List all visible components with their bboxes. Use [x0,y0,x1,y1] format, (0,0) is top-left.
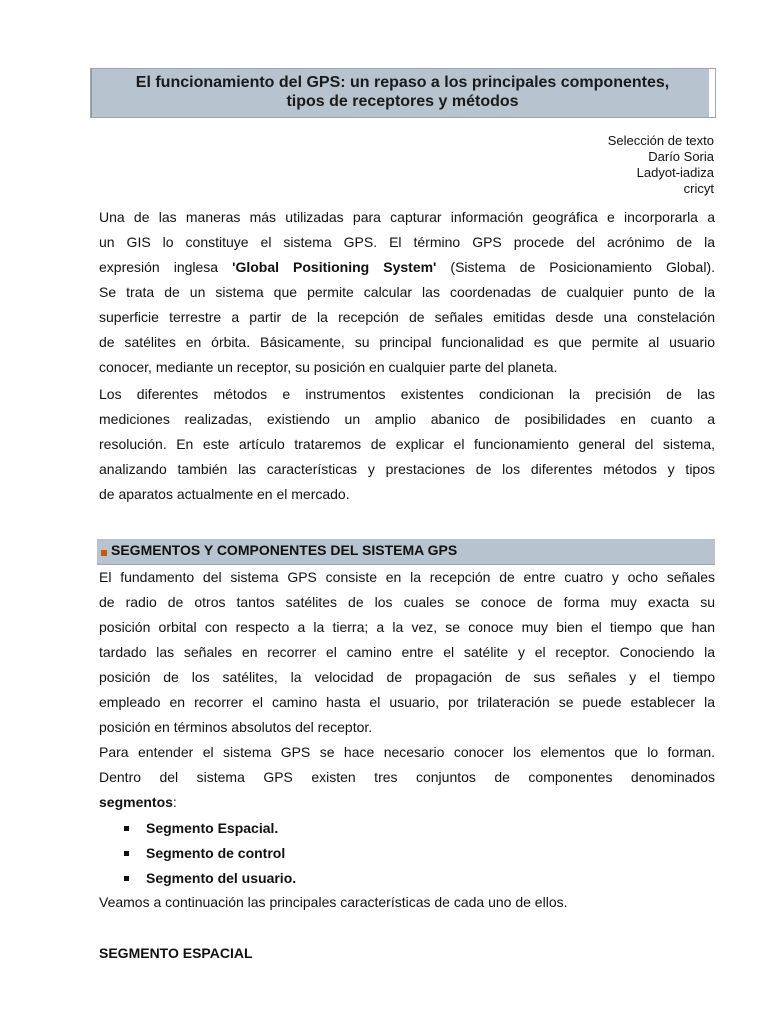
paragraph-line: mediciones realizadas, existiendo un amplio abanico de posibilidades en cuanto a [99,411,715,427]
text-run: : [172,794,177,810]
paragraph-line: tardado las señales en recorrer el camino entre el satélite y el receptor. Conociendo la [99,644,715,660]
paragraph-line: Para entender el sistema GPS se hace necesario conocer los elementos que lo forman. [99,744,715,760]
credit-line: cricyt [683,181,714,196]
list-item-label: Segmento de control [146,845,286,861]
paragraph-line: Dentro del sistema GPS existen tres conjuntos de componentes denominados [99,769,715,785]
title-line-1: El funcionamiento del GPS: un repaso a los principales componentes, [135,74,670,91]
square-bullet-icon [124,851,129,856]
paragraph-line: de aparatos actualmente en el mercado. [99,486,350,502]
paragraph-line: Los diferentes métodos e instrumentos existentes condicionan la precisión de las [99,386,715,402]
gps-fundamentals-paragraph [99,565,715,740]
credit-line: Darío Soria [648,149,714,164]
paragraph-line: Una de las maneras más utilizadas para capturar información geográfica e incorporarla a [99,209,715,225]
paragraph-line [99,255,715,280]
paragraph-line: empleado en recorrer el camino hasta el usuario, por trilateración se puede establecer la [99,694,715,710]
orange-square-bullet-icon [101,550,107,556]
square-bullet-icon [124,826,129,831]
paragraph-line: superficie terrestre a partir de la recepción de señales emitidas desde una constelación [99,309,715,325]
list-item [99,816,715,841]
paragraph-line: Se trata de un sistema que permite calcular las coordenadas de cualquier punto de la [99,284,715,300]
credit-line: Ladyot-iadiza [636,165,714,180]
list-item [99,866,715,891]
paragraph-line: posición orbital con respecto a la tierra; a la vez, se conoce muy bien el tiempo que han [99,619,715,635]
paragraph-line [99,790,715,815]
square-bullet-icon [124,876,129,881]
segments-intro-paragraph [99,740,715,815]
text-run: expresión inglesa [99,259,233,275]
paragraph-line: de radio de otros tantos satélites de los cuales se conoce de forma muy exacta su [99,594,715,610]
paragraph-line: conocer, mediante un receptor, su posición en cualquier parte del planeta. [99,359,558,375]
intro-paragraph-2 [99,382,715,507]
paragraph-line: posición de los satélites, la velocidad de propagación de sus señales y el tiempo [99,669,715,685]
segments-list [99,816,715,891]
paragraph-line: posición en términos absolutos del receptor. [99,719,373,735]
credits-block [608,133,714,197]
paragraph-line: un GIS lo constituye el sistema GPS. El término GPS procede del acrónimo de la [99,234,715,250]
title-box [91,69,715,117]
segmentos-term: segmentos [99,794,173,810]
paragraph-line: resolución. En este artículo trataremos de explicar el funcionamiento general del sistema, [99,436,715,452]
closing-paragraph [99,890,715,915]
list-item [99,841,715,866]
document-title [98,73,707,113]
list-item-label: Segmento Espacial. [146,820,279,836]
section-header-segmentos [97,539,715,565]
section-title: SEGMENTOS Y COMPONENTES DEL SISTEMA GPS [111,542,458,558]
section-heading-segmento-espacial: SEGMENTO ESPACIAL [99,945,253,961]
list-item-label: Segmento del usuario. [146,870,297,886]
paragraph-line: analizando también las características y prestaciones de los diferentes métodos y tipos [99,461,715,477]
credit-line: Selección de texto [607,133,714,148]
paragraph-line: El fundamento del sistema GPS consiste en la recepción de entre cuatro y ocho señales [99,569,715,585]
intro-paragraph [99,205,715,380]
title-line-2: tipos de receptores y métodos [286,93,519,110]
gps-acronym-expansion: 'Global Positioning System' [232,259,437,275]
paragraph-line: Veamos a continuación las principales características de cada uno de ellos. [99,894,568,910]
text-run: (Sistema de Posicionamiento Global). [436,259,715,275]
paragraph-line: de satélites en órbita. Básicamente, su principal funcionalidad es que permite al usuario [99,334,715,350]
